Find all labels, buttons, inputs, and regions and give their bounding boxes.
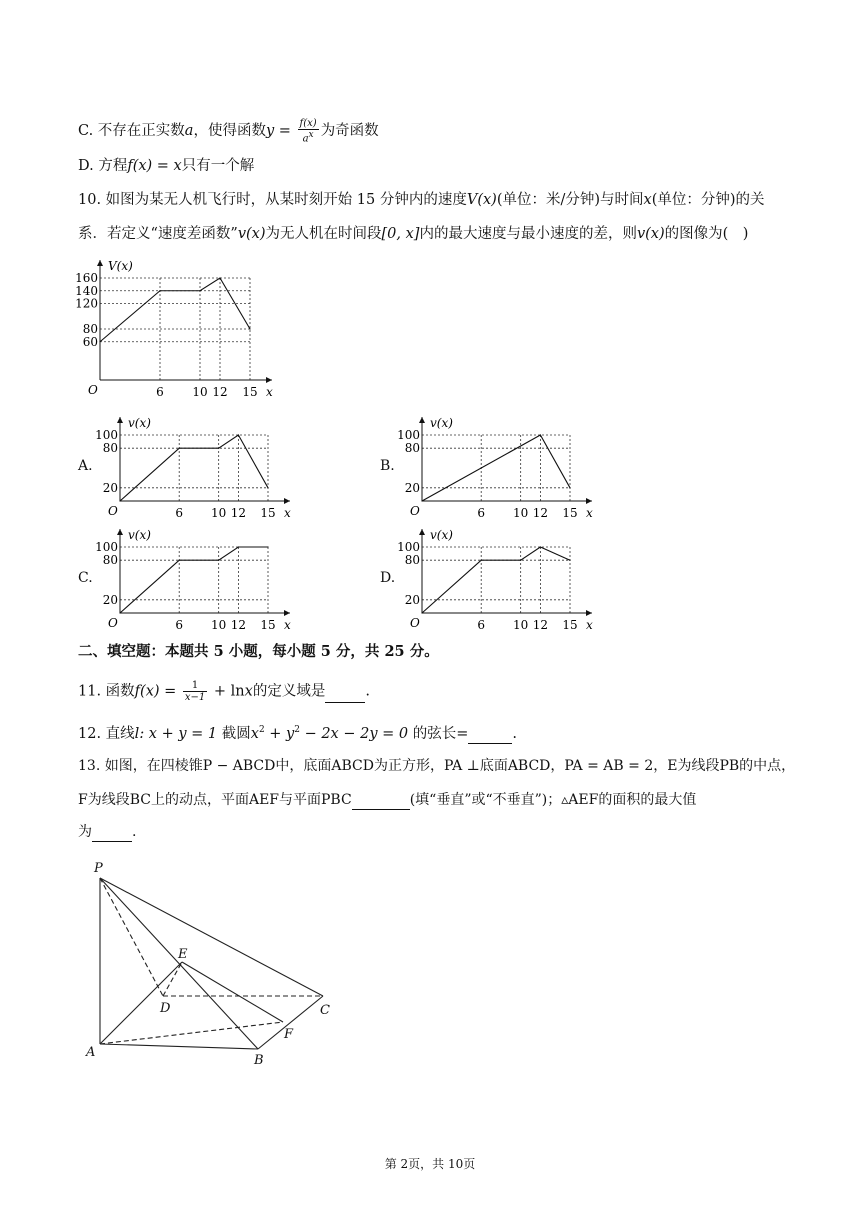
origin-label: O bbox=[410, 504, 420, 518]
q10-stem-line2 bbox=[78, 224, 748, 244]
q11-den: x−1 bbox=[184, 692, 206, 703]
data-point bbox=[219, 277, 220, 278]
option-b-label: B. bbox=[380, 458, 395, 474]
q9-optc-text: C. 不存在正实数 bbox=[78, 123, 185, 140]
x-axis-arrow bbox=[284, 610, 290, 616]
q12-post: 的弦长= bbox=[408, 725, 469, 742]
y-axis-arrow bbox=[97, 260, 103, 266]
x-tick-label: 10 bbox=[513, 618, 529, 632]
x-axis-arrow bbox=[586, 498, 592, 504]
option-a-label: A. bbox=[78, 458, 93, 474]
q12-eq2a: x bbox=[250, 725, 259, 742]
x-tick-label: 12 bbox=[532, 506, 549, 520]
data-point bbox=[481, 560, 482, 561]
x-tick-label: 12 bbox=[212, 385, 228, 399]
page-footer: 第 2页，共 10页 bbox=[384, 1157, 476, 1171]
x-axis-label: x bbox=[284, 618, 291, 632]
edge-AB bbox=[100, 1044, 258, 1049]
data-point bbox=[249, 328, 250, 329]
data-line bbox=[120, 435, 268, 501]
data-point bbox=[267, 487, 268, 488]
label-B: B bbox=[254, 1053, 264, 1068]
x-tick-label: 10 bbox=[192, 385, 208, 399]
q9-optc-post: 为奇函数 bbox=[320, 123, 379, 140]
x-tick-label: 10 bbox=[513, 506, 529, 520]
section2-heading bbox=[78, 642, 439, 662]
x-tick-label: 6 bbox=[175, 506, 184, 520]
y-tick-label: 160 bbox=[75, 271, 98, 285]
x-tick-label: 6 bbox=[175, 618, 184, 632]
y-axis-arrow bbox=[117, 417, 123, 423]
q13-blank-2[interactable] bbox=[92, 827, 132, 842]
q12-answer-blank[interactable] bbox=[468, 729, 512, 744]
edge-EF bbox=[182, 962, 283, 1022]
data-point bbox=[238, 434, 239, 435]
x-axis-label: x bbox=[586, 618, 593, 632]
edge-PB bbox=[100, 878, 258, 1049]
option-d-chart bbox=[397, 520, 602, 632]
y-tick-label: 20 bbox=[404, 480, 420, 495]
x-axis-arrow bbox=[284, 498, 290, 504]
pyramid-figure bbox=[78, 856, 348, 1071]
label-A: A bbox=[86, 1045, 96, 1060]
q10-l2-int: [0, x] bbox=[381, 226, 420, 242]
data-point bbox=[569, 487, 570, 488]
q9-optc-den-exp: x bbox=[308, 130, 314, 140]
q12-exp1: 2 bbox=[258, 725, 265, 735]
x-tick-label: 10 bbox=[211, 618, 227, 632]
data-point bbox=[199, 290, 200, 291]
x-tick-label: 6 bbox=[156, 385, 164, 399]
y-tick-label: 100 bbox=[95, 540, 118, 554]
x-tick-label: 6 bbox=[477, 618, 486, 632]
q11-fx: f(x) = bbox=[134, 683, 181, 700]
origin-label: O bbox=[108, 616, 118, 630]
q10-l1a: 10. 如图为某无人机飞行时，从某时刻开始 15 分钟内的速度 bbox=[78, 192, 467, 208]
origin-label: O bbox=[410, 616, 420, 630]
origin-label: O bbox=[108, 504, 118, 518]
y-tick-label: 120 bbox=[75, 296, 98, 311]
x-tick-label: 15 bbox=[242, 385, 258, 399]
q13-blank-1[interactable] bbox=[352, 795, 410, 810]
y-tick-label: 80 bbox=[102, 553, 118, 568]
x-axis-label: x bbox=[266, 385, 273, 399]
y-axis-arrow bbox=[419, 417, 425, 423]
q13-l2a: F为线段BC上的动点，平面AEF与平面PBC bbox=[78, 792, 352, 808]
q9-option-c: C. 不存在正实数a，使得函数y = $\frac{f(x)}{a^x}$ 为奇函数 bbox=[78, 118, 379, 145]
x-tick-label: 12 bbox=[230, 618, 247, 632]
q12-line bbox=[78, 720, 517, 744]
edge-DE bbox=[163, 962, 182, 996]
q13-l2b: (填“垂直”或“不垂直”)； bbox=[409, 792, 562, 808]
edge-PD bbox=[100, 878, 163, 996]
q10-l1b: (单位：米/分钟)与时间 bbox=[496, 192, 644, 208]
q11-end: . bbox=[365, 683, 370, 700]
data-point bbox=[119, 612, 120, 613]
q9-optd-text: D. 方程 bbox=[78, 158, 128, 174]
s2-n1: 5 bbox=[213, 643, 224, 660]
q13-l2c: ▵AEF的面积的最大值 bbox=[561, 792, 697, 808]
q9-option-d bbox=[78, 156, 254, 176]
data-point bbox=[99, 341, 100, 342]
data-line bbox=[422, 547, 570, 613]
label-P: P bbox=[94, 861, 103, 876]
q9-optd-eq: f(x) = x bbox=[127, 158, 182, 174]
y-tick-label: 100 bbox=[397, 540, 420, 554]
q12-eq2c: − 2x − 2y = 0 bbox=[299, 725, 409, 742]
y-tick-label: 100 bbox=[397, 428, 420, 442]
x-tick-label: 15 bbox=[562, 506, 578, 520]
data-point bbox=[540, 546, 541, 547]
x-axis-label: x bbox=[284, 506, 291, 520]
q13-line1: 13. 如图，在四棱锥P − ABCD中，底面ABCD为正方形，PA ⊥底面ABCD，PA = AB = 2，E为线段PB的中点， bbox=[78, 758, 796, 774]
origin-label: O bbox=[88, 383, 98, 397]
q11-pre: 11. 函数 bbox=[78, 683, 135, 700]
y-axis-label: v(x) bbox=[128, 528, 151, 542]
x-axis-arrow bbox=[586, 610, 592, 616]
q10-l1-x: x bbox=[643, 192, 652, 208]
label-D: D bbox=[160, 1001, 171, 1016]
s2-b: 小题，每小题 bbox=[223, 643, 321, 660]
data-point bbox=[159, 290, 160, 291]
q12-exp2: 2 bbox=[294, 725, 300, 735]
q11-line bbox=[78, 680, 370, 703]
y-axis-label: v(x) bbox=[430, 528, 453, 542]
q11-post: 的定义域是 bbox=[252, 683, 326, 700]
q12-eq2b: + y bbox=[264, 725, 295, 742]
option-c-label: C. bbox=[78, 570, 93, 586]
s2-n3: 25 bbox=[384, 643, 405, 660]
q11-plus: + ln bbox=[209, 683, 245, 700]
option-b-chart bbox=[397, 408, 602, 520]
data-point bbox=[119, 500, 120, 501]
y-tick-label: 20 bbox=[102, 592, 118, 607]
y-axis-arrow bbox=[117, 529, 123, 535]
velocity-chart bbox=[75, 252, 288, 404]
y-tick-label: 20 bbox=[404, 592, 420, 607]
q9-optc-num: f(x) bbox=[299, 118, 317, 129]
q13-line2 bbox=[78, 790, 696, 810]
data-point bbox=[421, 500, 422, 501]
x-axis-label: x bbox=[586, 506, 593, 520]
y-tick-label: 80 bbox=[102, 441, 118, 456]
q9-optc-y: y bbox=[265, 123, 275, 140]
q10-l2-v: v(x) bbox=[237, 226, 266, 242]
s2-n2: 5 bbox=[320, 643, 331, 660]
data-point bbox=[218, 448, 219, 449]
y-axis-label: v(x) bbox=[128, 416, 151, 430]
data-point bbox=[520, 560, 521, 561]
option-a-chart bbox=[95, 408, 300, 520]
data-line bbox=[120, 547, 268, 613]
data-point bbox=[267, 546, 268, 547]
edge-AF bbox=[100, 1022, 283, 1044]
q11-answer-blank[interactable] bbox=[325, 688, 365, 703]
q9-optc-fraction bbox=[298, 118, 319, 144]
x-tick-label: 10 bbox=[211, 506, 227, 520]
y-axis-label: v(x) bbox=[430, 416, 453, 430]
y-tick-label: 80 bbox=[82, 322, 98, 336]
q12-mid: 截圆 bbox=[217, 725, 251, 742]
q9-optc-den: a bbox=[302, 133, 309, 145]
data-point bbox=[238, 546, 239, 547]
s2-a: 二、填空题：本题共 bbox=[78, 643, 214, 660]
label-E: E bbox=[178, 947, 188, 962]
q10-l2a: 系．若定义“速度差函数” bbox=[78, 226, 238, 242]
y-tick-label: 140 bbox=[75, 283, 98, 298]
q12-eq1: : x + y = 1 bbox=[139, 725, 218, 742]
x-axis-arrow bbox=[266, 377, 272, 383]
x-tick-label: 15 bbox=[260, 506, 276, 520]
x-tick-label: 15 bbox=[562, 618, 578, 632]
q11-num: 1 bbox=[183, 680, 207, 692]
q13-l3b: . bbox=[132, 824, 137, 840]
data-point bbox=[179, 448, 180, 449]
q10-l1c: (单位：分钟)的关 bbox=[651, 192, 765, 208]
q13-l3a: 为 bbox=[78, 824, 92, 840]
q10-stem-line1 bbox=[78, 190, 765, 210]
y-tick-label: 80 bbox=[404, 553, 420, 568]
q12-end: . bbox=[512, 725, 517, 742]
label-F: F bbox=[284, 1027, 294, 1042]
q11-fraction bbox=[183, 680, 207, 703]
data-point bbox=[218, 560, 219, 561]
data-point bbox=[540, 434, 541, 435]
y-tick-label: 80 bbox=[404, 441, 420, 456]
x-tick-label: 12 bbox=[230, 506, 247, 520]
option-c-chart bbox=[95, 520, 300, 632]
y-tick-label: 60 bbox=[82, 334, 98, 349]
y-axis-label: V(x) bbox=[108, 259, 133, 273]
data-point bbox=[569, 560, 570, 561]
q10-l2d: 的图像为( ) bbox=[664, 226, 749, 242]
q10-l2b: 为无人机在时间段 bbox=[265, 226, 382, 242]
s2-d: 分。 bbox=[404, 643, 439, 660]
data-point bbox=[179, 560, 180, 561]
q12-pre: 12. 直线 bbox=[78, 725, 135, 742]
edge-PC bbox=[100, 878, 323, 996]
y-tick-label: 100 bbox=[95, 428, 118, 442]
data-line bbox=[422, 435, 570, 501]
x-tick-label: 6 bbox=[477, 506, 486, 520]
q10-l2-v2: v(x) bbox=[636, 226, 665, 242]
q10-l1-V: V(x) bbox=[466, 192, 497, 208]
y-tick-label: 20 bbox=[102, 480, 118, 495]
q10-l2c: 内的最大速度与最小速度的差，则 bbox=[419, 226, 637, 242]
x-tick-label: 12 bbox=[532, 618, 549, 632]
s2-c: 分，共 bbox=[330, 643, 385, 660]
label-C: C bbox=[320, 1003, 330, 1018]
q9-optc-mid: ，使得函数 bbox=[193, 123, 266, 140]
q12-l: l bbox=[134, 725, 140, 742]
q13-line3 bbox=[78, 822, 136, 842]
y-axis-arrow bbox=[419, 529, 425, 535]
q11-x: x bbox=[244, 683, 253, 700]
option-d-label: D. bbox=[380, 570, 396, 586]
x-tick-label: 15 bbox=[260, 618, 276, 632]
q9-optc-a: a bbox=[184, 123, 194, 140]
q9-optd-post: 只有一个解 bbox=[181, 158, 255, 174]
data-line bbox=[100, 278, 250, 342]
data-point bbox=[421, 612, 422, 613]
